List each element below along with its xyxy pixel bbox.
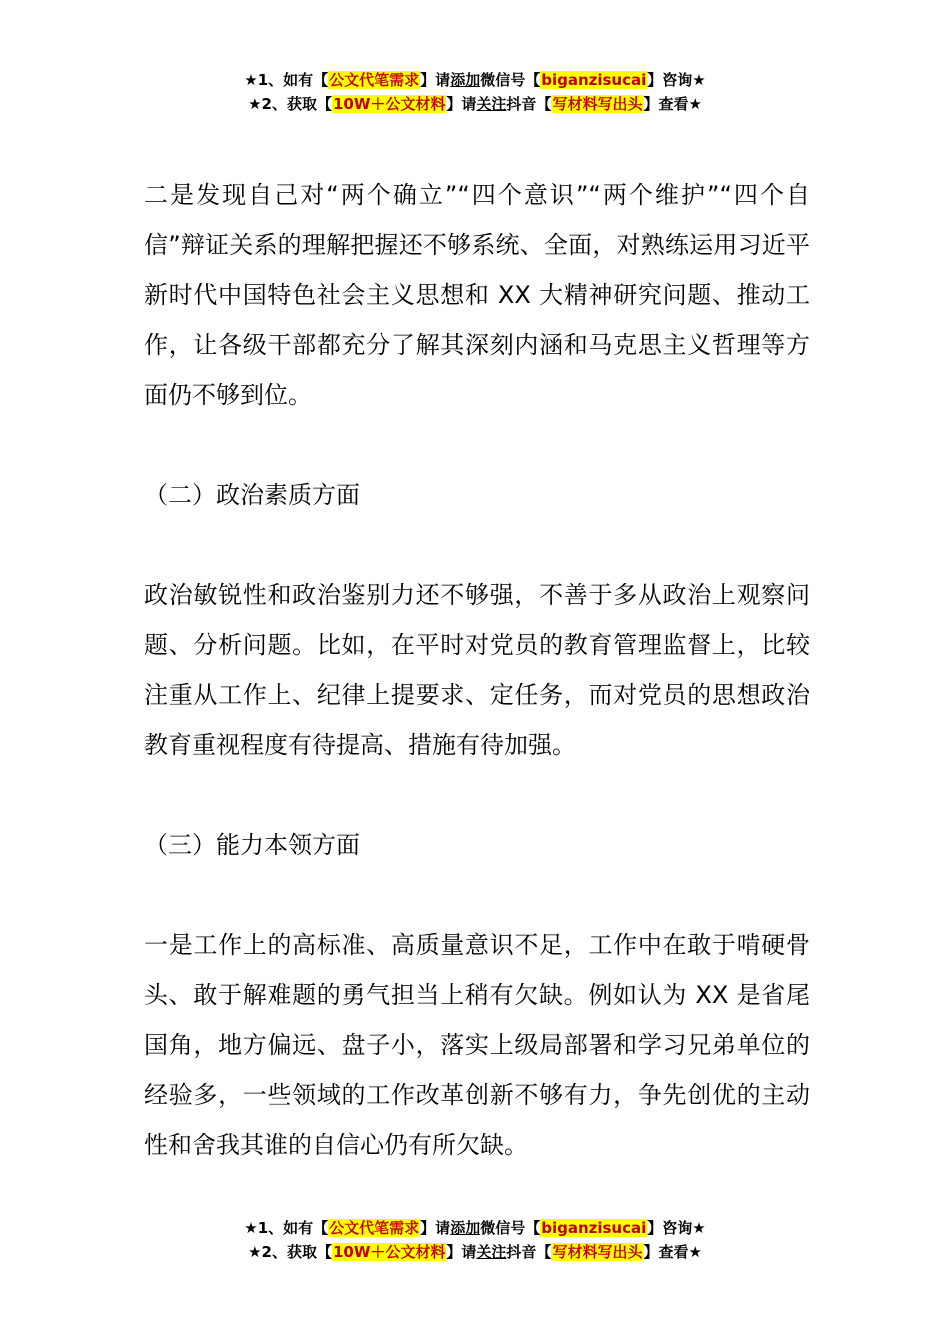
highlight-service: 公文代笔需求: [329, 71, 420, 89]
highlight-wechat-id: biganzisucai: [541, 71, 647, 89]
highlight-wechat-id: biganzisucai: [541, 1219, 647, 1237]
banner-text: ★2、获取【: [248, 1243, 332, 1261]
banner-text: 】请: [420, 1219, 451, 1237]
highlight-materials: 10W＋公文材料: [332, 1243, 446, 1261]
paragraph-gap: [144, 870, 810, 920]
highlight-douyin-account: 写材料写出头: [552, 95, 643, 113]
banner-line-1: [0, 1216, 950, 1240]
paragraph-2: 政治敏锐性和政治鉴别力还不够强，不善于多从政治上观察问题、分析问题。比如，在平时对党员的教育管理监督上，比较注重从工作上、纪律上提要求、定任务，而对党员的思想政治教育重视程度有待提高、措施有待加强。: [144, 581, 810, 759]
document-body: [144, 170, 810, 1170]
paragraph-3: 一是工作上的高标准、高质量意识不足，工作中在敢于啃硬骨头、敢于解难题的勇气担当上稍有欠缺。例如认为 XX 是省尾国角，地方偏远、盘子小，落实上级局部署和学习兄弟单位的经验多，一些领域的工作改革创新不够有力，争先创优的主动性和舍我其谁的自信心仍有所欠缺。: [144, 931, 810, 1159]
banner-text: 】请: [420, 71, 451, 89]
banner-text: 】查看★: [643, 95, 702, 113]
banner-line-1: [0, 68, 950, 92]
banner-line-2: [0, 92, 950, 116]
footer-banner: [0, 1216, 950, 1264]
highlight-service: 公文代笔需求: [329, 1219, 420, 1237]
emphasis-follow: 关注: [476, 1243, 507, 1261]
banner-text: ★1、如有【: [244, 1219, 329, 1237]
emphasis-follow: 关注: [476, 95, 507, 113]
banner-text: 】查看★: [643, 1243, 702, 1261]
banner-text: 抖音【: [506, 1243, 552, 1261]
banner-text: ★1、如有【: [244, 71, 329, 89]
paragraph-gap: [144, 770, 810, 820]
paragraph-1: 二是发现自己对“两个确立”“四个意识”“两个维护”“四个自信”辩证关系的理解把握还不够系统、全面，对熟练运用习近平新时代中国特色社会主义思想和 XX 大精神研究问题、推动工作，让各级干部都充分了解其深刻内涵和马克思主义哲理等方面仍不够到位。: [144, 181, 810, 409]
highlight-douyin-account: 写材料写出头: [552, 1243, 643, 1261]
banner-text: 】请: [446, 1243, 477, 1261]
header-banner: [0, 68, 950, 116]
banner-text: 抖音【: [506, 95, 552, 113]
banner-text: 微信号【: [480, 71, 541, 89]
banner-text: ★2、获取【: [248, 95, 332, 113]
highlight-materials: 10W＋公文材料: [332, 95, 446, 113]
paragraph-gap: [144, 420, 810, 470]
emphasis-add: 添加: [450, 71, 481, 89]
banner-text: 微信号【: [480, 1219, 541, 1237]
banner-text: 】咨询★: [647, 1219, 706, 1237]
banner-text: 】请: [446, 95, 477, 113]
banner-text: 】咨询★: [647, 71, 706, 89]
banner-line-2: [0, 1240, 950, 1264]
paragraph-gap: [144, 520, 810, 570]
section-heading-political-quality: （二）政治素质方面: [144, 481, 360, 509]
section-heading-ability: （三）能力本领方面: [144, 831, 360, 859]
emphasis-add: 添加: [450, 1219, 481, 1237]
